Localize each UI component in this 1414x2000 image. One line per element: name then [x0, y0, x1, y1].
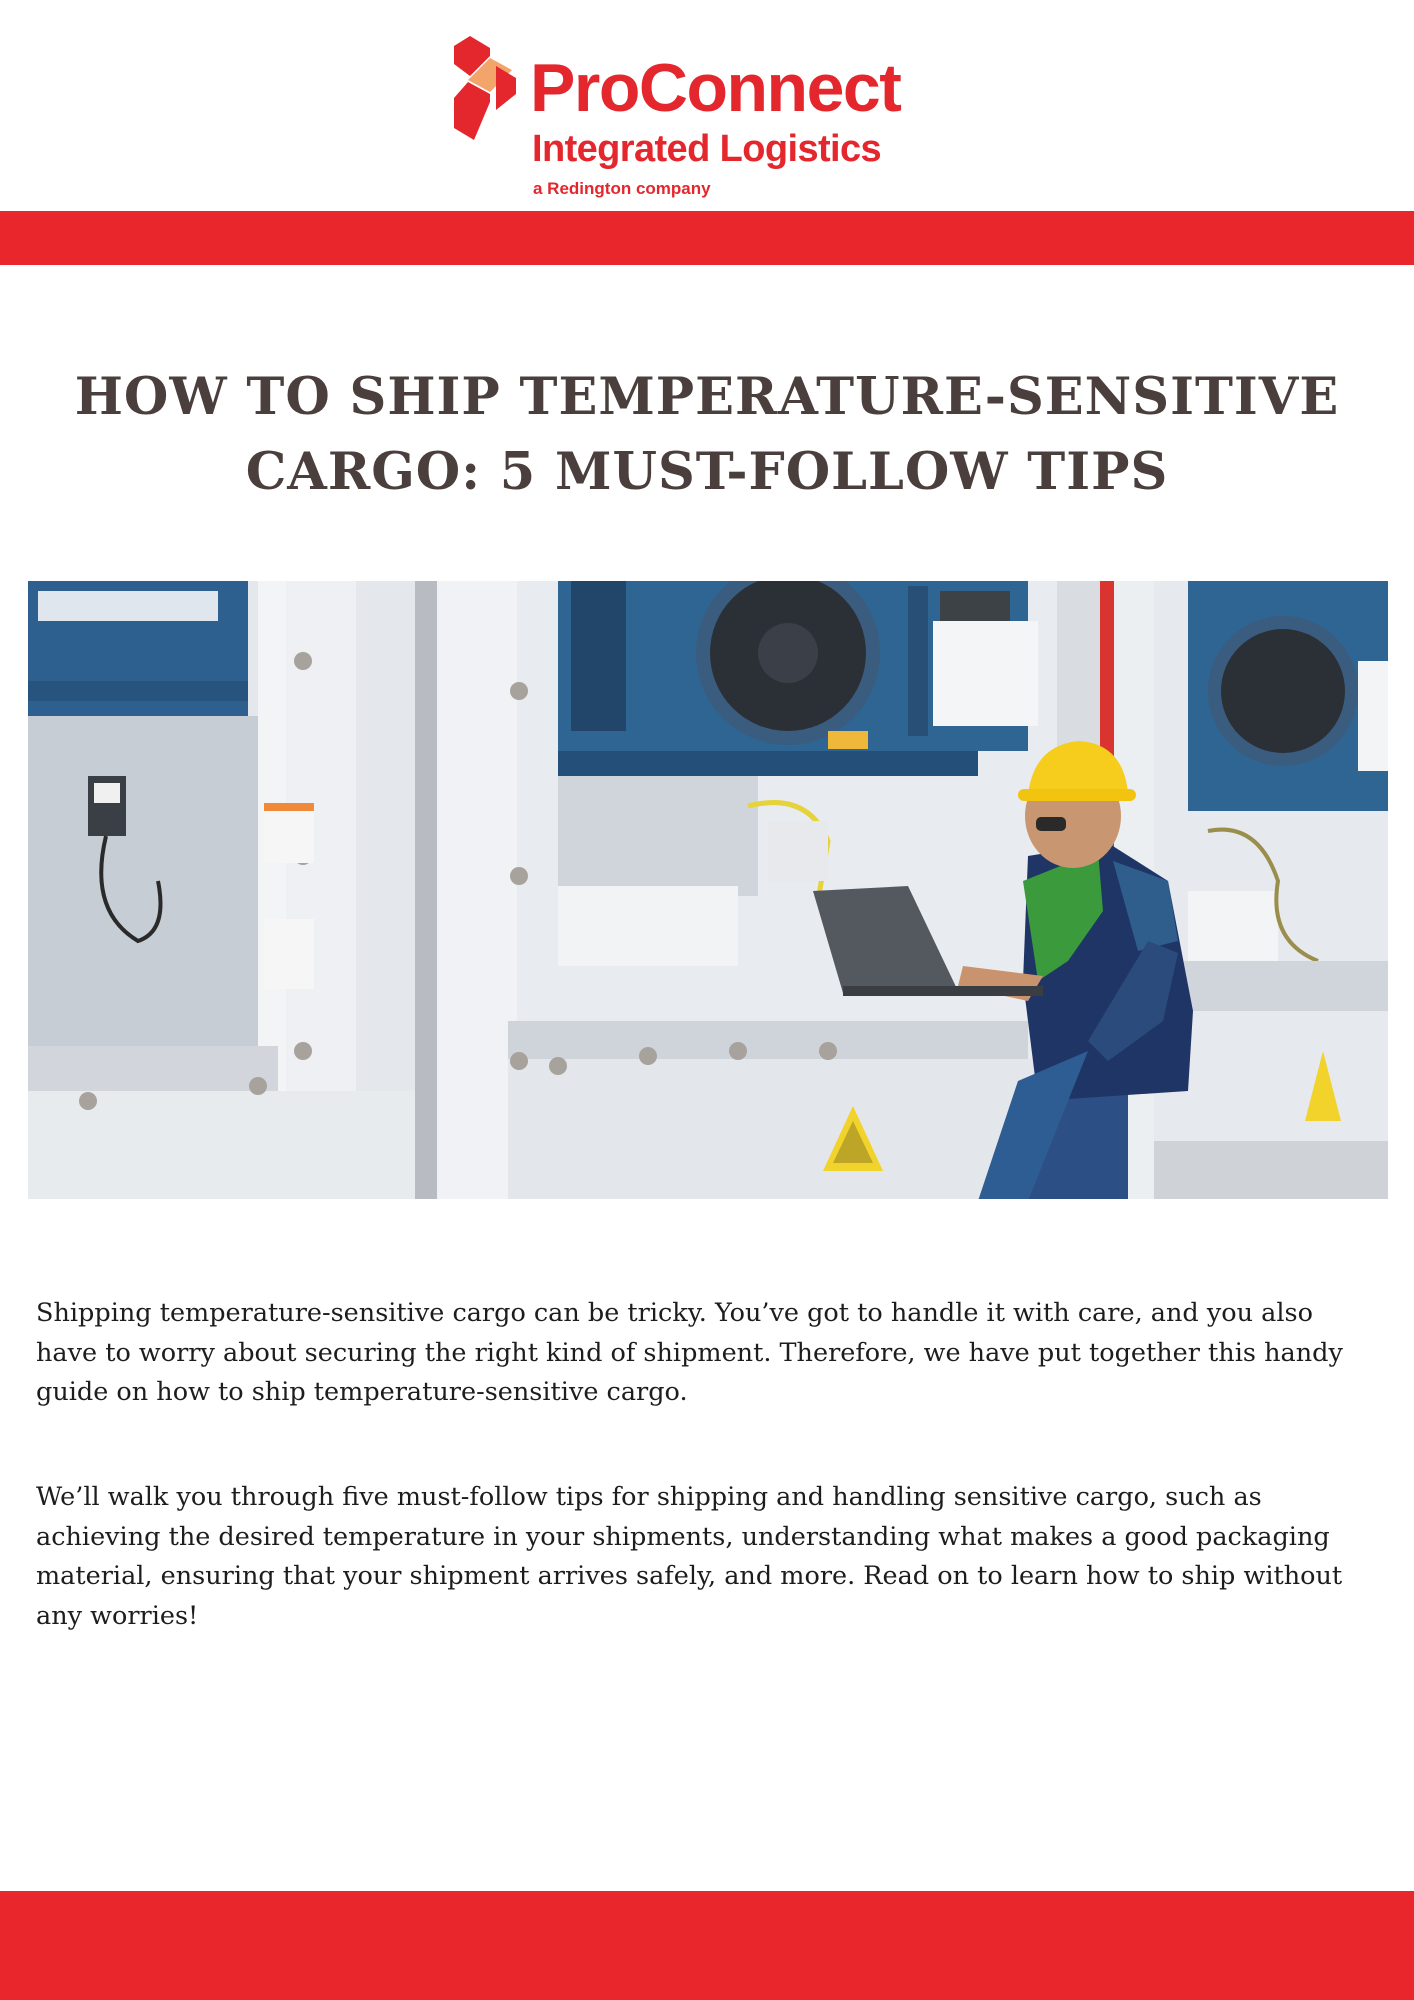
- footer-red-band: [0, 1891, 1414, 2000]
- overview-paragraph: We’ll walk you through five must-follow tips for shipping and handling sensitive cargo, such as achieving the desired temperature in your shipments, understanding what makes a good packaging material, ensuring that your shipment arrives safely, and more. Read on to learn how to ship without any worries!: [36, 1482, 1343, 1631]
- header-red-band: [0, 211, 1414, 265]
- intro-paragraph: Shipping temperature-sensitive cargo can be tricky. You’ve got to handle it with care, and you also have to worry about securing the right kind of shipment. Therefore, we have put together this handy guide on how to ship temperature-sensitive cargo.: [36, 1298, 1343, 1407]
- logo-tagline: a Redington company: [533, 179, 711, 198]
- company-logo: [450, 36, 910, 202]
- hero-photo-refrigerated-container-technician-icon: [28, 581, 1388, 1199]
- hero-photo: [28, 581, 1388, 1199]
- logo-brand-name: ProConnect: [530, 50, 901, 126]
- article-title: HOW TO SHIP TEMPERATURE-SENSITIVE CARGO: 5 MUST-FOLLOW TIPS: [74, 367, 1340, 502]
- proconnect-logo-icon: [450, 36, 518, 140]
- logo-subtitle: Integrated Logistics: [532, 128, 882, 170]
